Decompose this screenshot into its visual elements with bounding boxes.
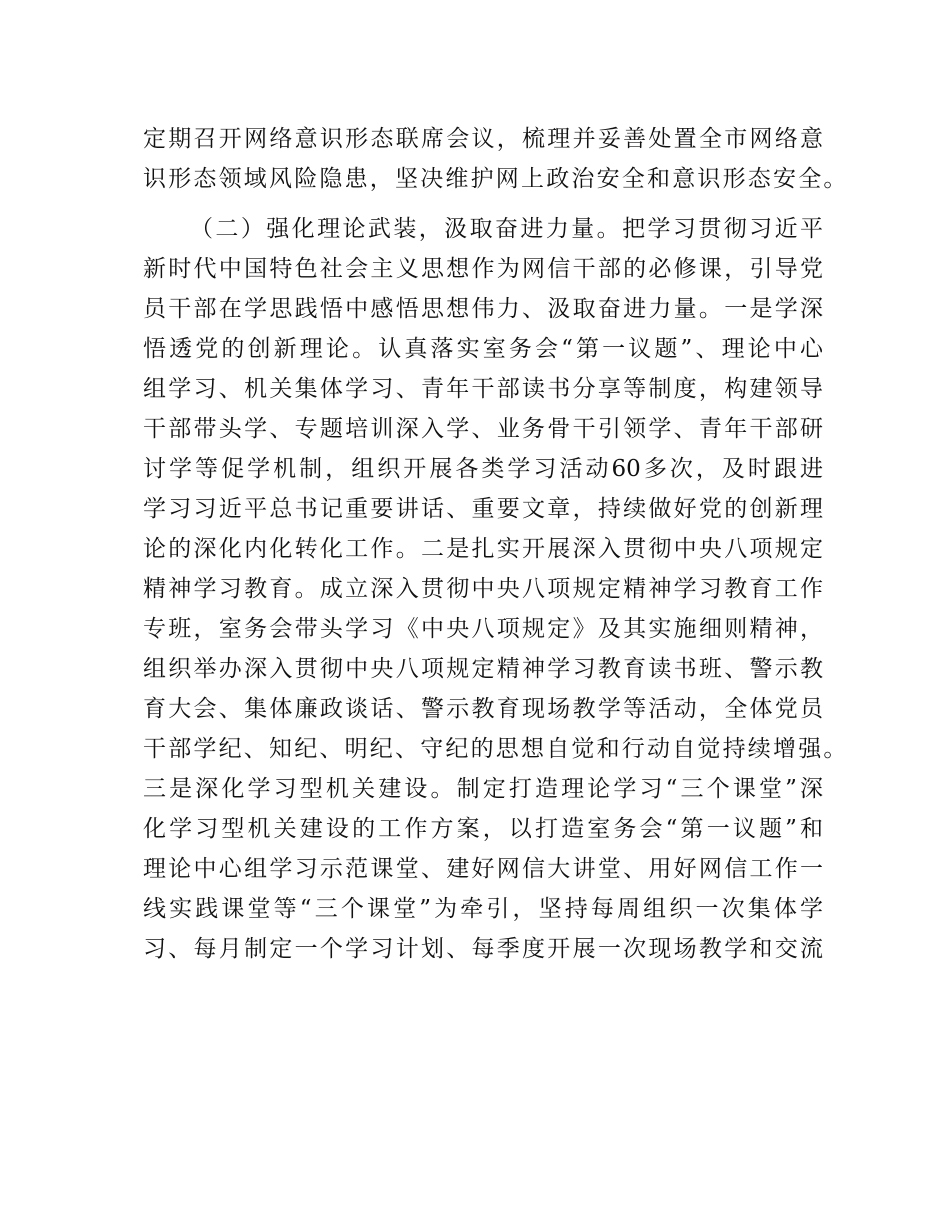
text-line: 干部带头学、专题培训深入学、业务骨干引领学、青年干部研 <box>143 416 823 442</box>
text-line: 新时代中国特色社会主义思想作为网信干部的必修课，引导党 <box>143 256 823 282</box>
document-body <box>143 119 849 969</box>
text-line: 讨学等促学机制，组织开展各类学习活动60多次，及时跟进 <box>143 456 823 482</box>
text-line: 三是深化学习型机关建设。制定打造理论学习“三个课堂”深 <box>143 776 823 802</box>
text-line: 员干部在学思践悟中感悟思想伟力、汲取奋进力量。一是学深 <box>143 296 823 322</box>
paragraph-section-two <box>143 209 849 969</box>
text-line: 专班，室务会带头学习《中央八项规定》及其实施细则精神， <box>143 616 823 642</box>
text-line: 育大会、集体廉政谈话、警示教育现场教学等活动，全体党员 <box>143 696 823 722</box>
text-line: 精神学习教育。成立深入贯彻中央八项规定精神学习教育工作 <box>143 576 823 602</box>
text-line: 悟透党的创新理论。认真落实室务会“第一议题”、理论中心 <box>143 336 823 362</box>
text-line: 组学习、机关集体学习、青年干部读书分享等制度，构建领导 <box>143 376 823 402</box>
text-line: 论的深化内化转化工作。二是扎实开展深入贯彻中央八项规定 <box>143 536 823 562</box>
text-line: 线实践课堂等“三个课堂”为牵引，坚持每周组织一次集体学 <box>143 896 823 922</box>
text-line: 识形态领域风险隐患，坚决维护网上政治安全和意识形态安全。 <box>143 166 849 192</box>
text-line: 组织举办深入贯彻中央八项规定精神学习教育读书班、警示教 <box>143 656 823 682</box>
text-line: 化学习型机关建设的工作方案，以打造室务会“第一议题”和 <box>143 816 823 842</box>
text-line: 干部学纪、知纪、明纪、守纪的思想自觉和行动自觉持续增强。 <box>143 736 849 762</box>
text-line: 理论中心组学习示范课堂、建好网信大讲堂、用好网信工作一 <box>143 856 823 882</box>
paragraph-gap <box>143 199 823 209</box>
text-line: 定期召开网络意识形态联席会议，梳理并妥善处置全市网络意 <box>143 126 823 152</box>
section-heading-line: （二）强化理论武装，汲取奋进力量。把学习贯彻习近平 <box>190 216 823 242</box>
text-line: 学习习近平总书记重要讲话、重要文章，持续做好党的创新理 <box>143 496 823 522</box>
text-line: 习、每月制定一个学习计划、每季度开展一次现场教学和交流 <box>143 936 823 962</box>
paragraph-continuation <box>143 119 849 199</box>
